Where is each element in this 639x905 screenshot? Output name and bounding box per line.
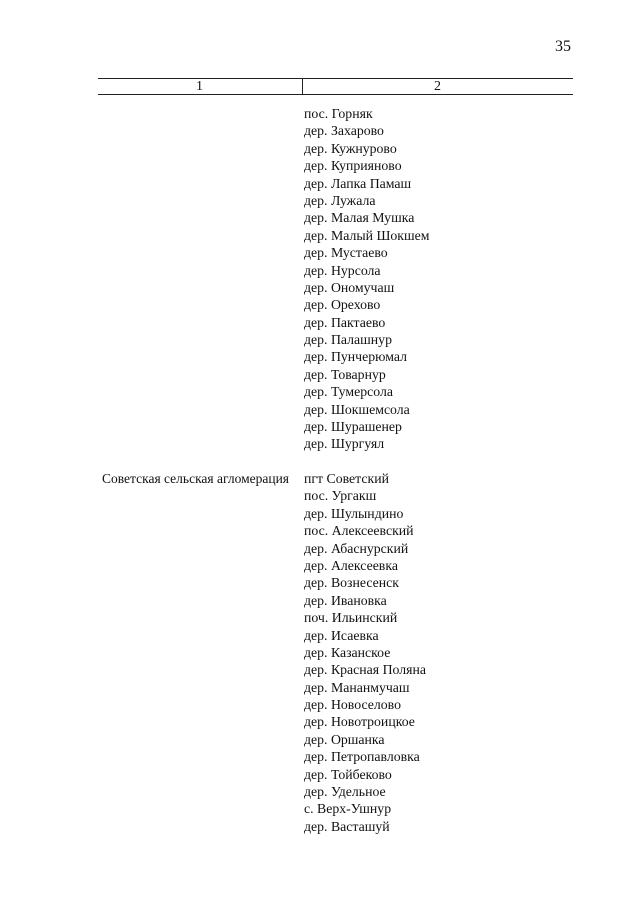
table-header-bottom-rule <box>98 94 573 95</box>
section-label: Советская сельская агломерация <box>102 471 290 486</box>
settlement-list <box>304 105 429 453</box>
settlement-item: дер. Новотроицкое <box>304 714 415 730</box>
settlement-item: дер. Оршанка <box>304 731 385 747</box>
settlement-item: дер. Захарово <box>304 123 384 139</box>
settlement-item: дер. Нурсола <box>304 262 381 278</box>
settlement-item: дер. Кужнурово <box>304 140 397 156</box>
table-header-column-divider <box>302 78 303 95</box>
table-header-col1: 1 <box>196 79 203 94</box>
settlement-item: дер. Лапка Памаш <box>304 175 412 191</box>
settlement-item: дер. Куприяново <box>304 158 402 174</box>
settlement-item: дер. Малый Шокшем <box>304 227 430 243</box>
settlement-item: дер. Лужала <box>304 192 376 208</box>
settlement-item: дер. Пактаево <box>304 314 386 330</box>
settlement-list <box>304 470 426 835</box>
settlement-item: дер. Шурашенер <box>304 419 402 435</box>
settlement-item: дер. Тумерсола <box>304 384 393 400</box>
settlement-item: дер. Шургуял <box>304 436 385 452</box>
settlement-item: дер. Ономучаш <box>304 279 395 295</box>
settlement-item: дер. Орехово <box>304 297 381 313</box>
settlement-item: дер. Васташуй <box>304 818 390 834</box>
settlement-item: дер. Мананмучаш <box>304 679 410 695</box>
settlement-item: дер. Алексеевка <box>304 557 398 573</box>
page-number: 35 <box>555 38 571 55</box>
settlement-item: дер. Мустаево <box>304 245 388 261</box>
settlement-item: дер. Ивановка <box>304 592 387 608</box>
settlement-item: дер. Пунчерюмал <box>304 349 408 365</box>
table-header-col2: 2 <box>434 79 441 94</box>
settlement-item: дер. Тойбеково <box>304 766 392 782</box>
settlement-item: дер. Шулындино <box>304 505 404 521</box>
settlement-item: дер. Абаснурский <box>304 540 409 556</box>
settlement-item: дер. Петропавловка <box>304 749 420 765</box>
settlement-item: пос. Горняк <box>304 106 373 121</box>
table-header-top-rule <box>98 78 573 79</box>
settlement-item: пос. Ургакш <box>304 488 377 504</box>
settlement-item: поч. Ильинский <box>304 610 398 626</box>
settlement-item: дер. Удельное <box>304 784 386 800</box>
settlement-item: пос. Алексеевский <box>304 523 414 539</box>
settlement-item: дер. Палашнур <box>304 332 392 348</box>
settlement-item: дер. Шокшемсола <box>304 401 410 417</box>
settlement-item: дер. Вознесенск <box>304 575 399 591</box>
settlement-item: дер. Новоселово <box>304 697 401 713</box>
settlement-item: дер. Малая Мушка <box>304 210 415 226</box>
settlement-item: дер. Товарнур <box>304 366 386 382</box>
settlement-item: дер. Казанское <box>304 644 391 660</box>
settlement-item: пгт Советский <box>304 471 389 486</box>
settlement-item: с. Верх-Ушнур <box>304 801 392 817</box>
settlement-item: дер. Исаевка <box>304 627 379 643</box>
settlement-item: дер. Красная Поляна <box>304 662 427 678</box>
